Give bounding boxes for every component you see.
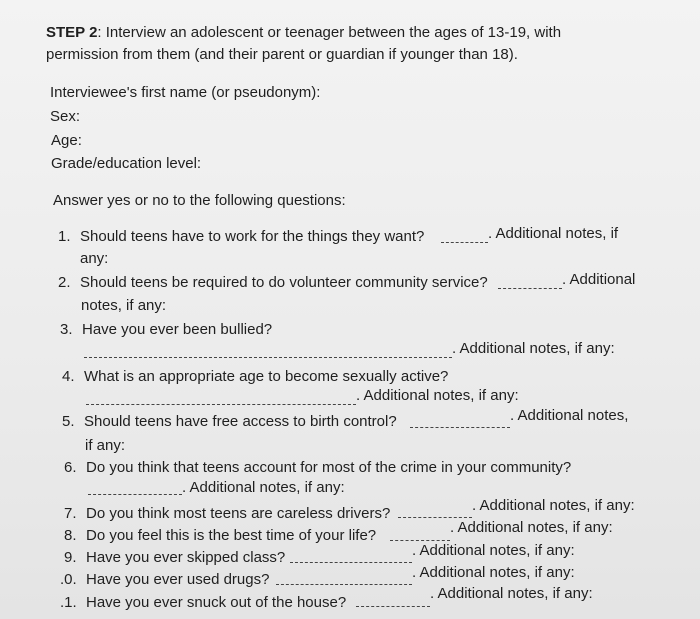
additional-notes-label: . Additional notes, if any: bbox=[450, 519, 613, 536]
question-number: 2. bbox=[58, 274, 71, 291]
field-name: Interviewee's first name (or pseudonym): bbox=[50, 84, 321, 101]
question-number: 6. bbox=[64, 459, 77, 476]
question-text: Should teens be required to do volunteer community service? bbox=[80, 274, 488, 291]
step-label: STEP 2 bbox=[46, 24, 98, 41]
question-text: What is an appropriate age to become sexually active? bbox=[84, 368, 449, 385]
answer-blank[interactable] bbox=[88, 482, 182, 495]
question-continuation: if any: bbox=[85, 437, 126, 454]
question-text: Have you ever been bullied? bbox=[82, 321, 273, 338]
step-line-2: permission from them (and their parent or guardian if younger than 18). bbox=[46, 46, 518, 63]
question-text: Should teens have free access to birth control? bbox=[84, 413, 397, 430]
answer-blank[interactable] bbox=[356, 594, 430, 607]
answer-blank[interactable] bbox=[441, 230, 488, 243]
question-number: 4. bbox=[62, 368, 75, 385]
answer-blank[interactable] bbox=[398, 505, 472, 518]
question-text: Have you ever used drugs? bbox=[86, 571, 270, 588]
field-sex: Sex: bbox=[50, 108, 81, 125]
question-number: 7. bbox=[64, 505, 77, 522]
field-age: Age: bbox=[51, 132, 82, 149]
additional-notes-label: . Additional notes, if any: bbox=[356, 387, 519, 404]
question-text: Do you think that teens account for most of the crime in your community? bbox=[86, 459, 572, 476]
step-text: : Interview an adolescent or teenager between the ages of 13-19, with bbox=[97, 24, 562, 41]
question-text: Do you feel this is the best time of your life? bbox=[86, 527, 377, 544]
question-number: 8. bbox=[64, 527, 77, 544]
question-number: 5. bbox=[62, 413, 75, 430]
question-number: .1. bbox=[60, 594, 77, 611]
additional-notes-label: . Additional notes, if any: bbox=[452, 340, 615, 357]
additional-notes-label: . Additional notes, if any: bbox=[412, 564, 575, 581]
answer-blank[interactable] bbox=[84, 345, 452, 358]
answer-blank[interactable] bbox=[390, 528, 450, 541]
question-number: 1. bbox=[58, 228, 71, 245]
question-text: Have you ever skipped class? bbox=[86, 549, 286, 566]
question-number: 9. bbox=[64, 549, 77, 566]
additional-notes-label: . Additional bbox=[562, 271, 636, 288]
answer-blank[interactable] bbox=[498, 276, 562, 289]
question-number: .0. bbox=[60, 571, 77, 588]
field-grade: Grade/education level: bbox=[51, 155, 202, 172]
answer-blank[interactable] bbox=[86, 392, 356, 405]
additional-notes-label: . Additional notes, if any: bbox=[412, 542, 575, 559]
additional-notes-label: . Additional notes, if any: bbox=[472, 497, 635, 514]
question-continuation: any: bbox=[80, 250, 109, 267]
additional-notes-label: . Additional notes, if bbox=[488, 225, 619, 242]
answer-blank[interactable] bbox=[290, 550, 412, 563]
question-number: 3. bbox=[60, 321, 73, 338]
instructions: Answer yes or no to the following questions: bbox=[53, 192, 346, 209]
answer-blank[interactable] bbox=[276, 572, 412, 585]
additional-notes-label: . Additional notes, if any: bbox=[182, 479, 345, 496]
additional-notes-label: . Additional notes, if any: bbox=[430, 585, 593, 602]
additional-notes-label: . Additional notes, bbox=[510, 407, 629, 424]
question-text: Do you think most teens are careless drivers? bbox=[86, 505, 391, 522]
answer-blank[interactable] bbox=[410, 415, 510, 428]
question-continuation: notes, if any: bbox=[81, 297, 167, 314]
step-line-1 bbox=[46, 24, 561, 42]
question-text: Should teens have to work for the things they want? bbox=[80, 228, 425, 245]
question-text: Have you ever snuck out of the house? bbox=[86, 594, 347, 611]
